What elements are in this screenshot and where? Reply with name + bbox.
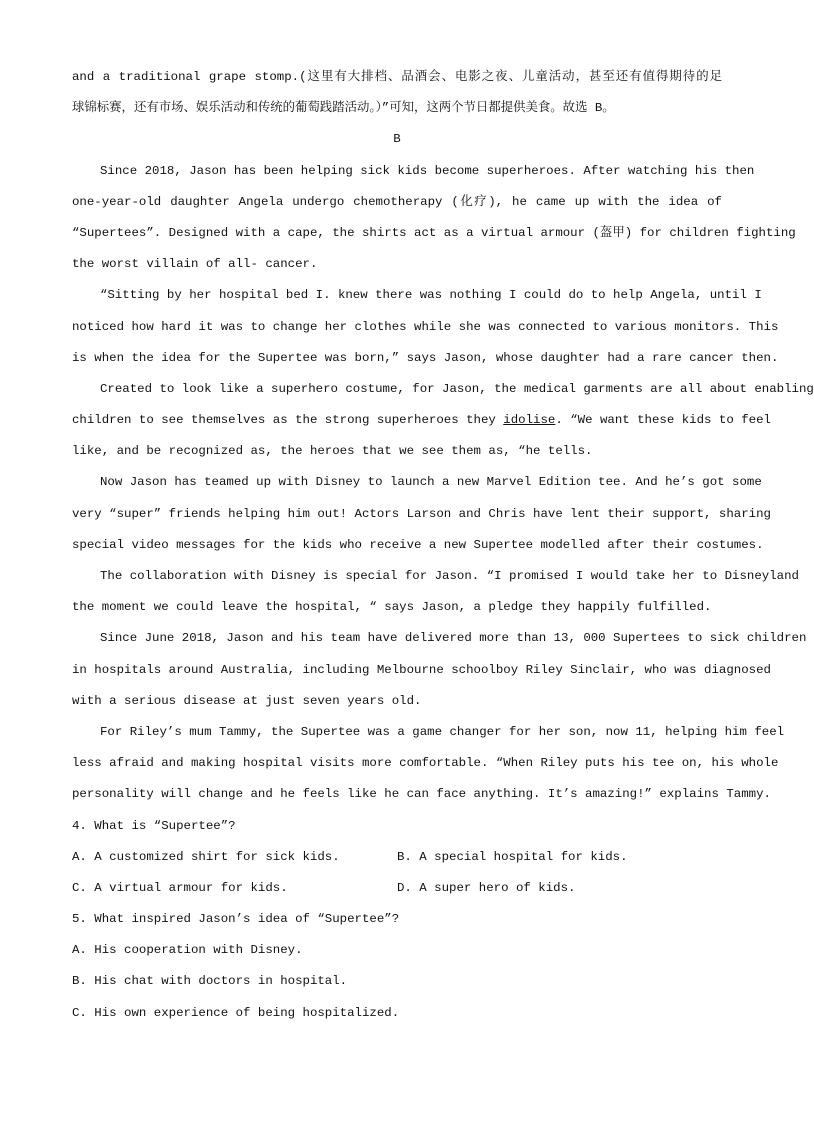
- document-page: [72, 62, 814, 1029]
- intro-line-2: 球锦标赛，还有市场、娱乐活动和传统的葡萄践踏活动。）”可知，这两个节日都提供美食。故选 B。: [72, 101, 615, 116]
- text-segment: . “We want these kids to feel: [555, 413, 771, 428]
- option-c: C. His own experience of being hospitalized.: [72, 1005, 400, 1020]
- paragraph-line: in hospitals around Australia, including Melbourne schoolboy Riley Sinclair, who was diagnosed: [72, 662, 771, 677]
- paragraph-line: “Supertees”. Designed with a cape, the shirts act as a virtual armour (盔甲) for children fighting: [72, 225, 796, 240]
- paragraph-line: noticed how hard it was to change her clothes while she was connected to various monitors. This: [72, 319, 779, 334]
- option-c: C. A virtual armour for kids.: [72, 880, 288, 895]
- paragraph-line: very “super” friends helping him out! Actors Larson and Chris have lent their support, sharing: [72, 506, 771, 521]
- question-5: [72, 904, 722, 1029]
- option-b: B. His chat with doctors in hospital.: [72, 974, 348, 989]
- paragraph-line: The collaboration with Disney is special for Jason. “I promised I would take her to Disneyland: [100, 569, 799, 583]
- paragraph-2: [72, 280, 779, 374]
- paragraph-line: is when the idea for the Supertee was born,” says Jason, whose daughter had a rare cancer then.: [72, 350, 779, 365]
- section-label: B: [393, 132, 401, 147]
- paragraph-line: Since June 2018, Jason and his team have delivered more than 13, 000 Supertees to sick children: [100, 631, 807, 646]
- paragraph-1: [72, 156, 796, 281]
- option-a: A. His cooperation with Disney.: [72, 943, 303, 958]
- paragraph-4: [72, 467, 771, 561]
- paragraph-line: less afraid and making hospital visits more comfortable. “When Riley puts his tee on, his whole: [72, 756, 779, 771]
- paragraph-line: “Sitting by her hospital bed I. knew there was nothing I could do to help Angela, until I: [100, 288, 762, 303]
- intro-line-1: and a traditional grape stomp.(这里有大排档、品酒会、电影之夜、儿童活动，甚至还有值得期待的足: [72, 70, 722, 84]
- paragraph-line: the moment we could leave the hospital, “ says Jason, a pledge they happily fulfilled.: [72, 600, 712, 615]
- paragraph-line: [72, 405, 771, 436]
- option-row: [72, 842, 722, 873]
- option-row: [72, 873, 722, 904]
- paragraph-line: like, and be recognized as, the heroes that we see them as, “he tells.: [72, 444, 593, 459]
- paragraph-6: [72, 623, 807, 717]
- paragraph-line: one-year-old daughter Angela undergo chemotherapy (化疗), he came up with the idea of: [72, 194, 722, 209]
- paragraph-7: [72, 717, 785, 811]
- paragraph-line: personality will change and he feels like he can face anything. It’s amazing!” explains Tammy.: [72, 787, 771, 802]
- question-stem: 4. What is “Supertee”?: [72, 818, 236, 833]
- question-4: [72, 811, 722, 905]
- paragraph-line: Now Jason has teamed up with Disney to launch a new Marvel Edition tee. And he’s got some: [100, 475, 762, 490]
- paragraph-line: with a serious disease at just seven years old.: [72, 693, 422, 708]
- paragraph-line: Since 2018, Jason has been helping sick kids become superheroes. After watching his then: [100, 163, 755, 178]
- paragraph-5: [72, 561, 799, 623]
- option-b: B. A special hospital for kids.: [397, 849, 628, 864]
- paragraph-line: Created to look like a superhero costume, for Jason, the medical garments are all about enabling: [100, 381, 814, 396]
- paragraph-line: special video messages for the kids who receive a new Supertee modelled after their costumes.: [72, 537, 764, 552]
- question-stem: 5. What inspired Jason’s idea of “Supertee”?: [72, 912, 400, 927]
- text-segment: children to see themselves as the strong superheroes they: [72, 413, 504, 428]
- option-a: A. A customized shirt for sick kids.: [72, 849, 340, 864]
- option-d: D. A super hero of kids.: [397, 880, 576, 895]
- underlined-word: idolise: [503, 413, 556, 428]
- paragraph-line: the worst villain of all- cancer.: [72, 257, 318, 272]
- paragraph-line: For Riley’s mum Tammy, the Supertee was a game changer for her son, now 11, helping him feel: [100, 724, 785, 739]
- paragraph-3: [72, 374, 814, 468]
